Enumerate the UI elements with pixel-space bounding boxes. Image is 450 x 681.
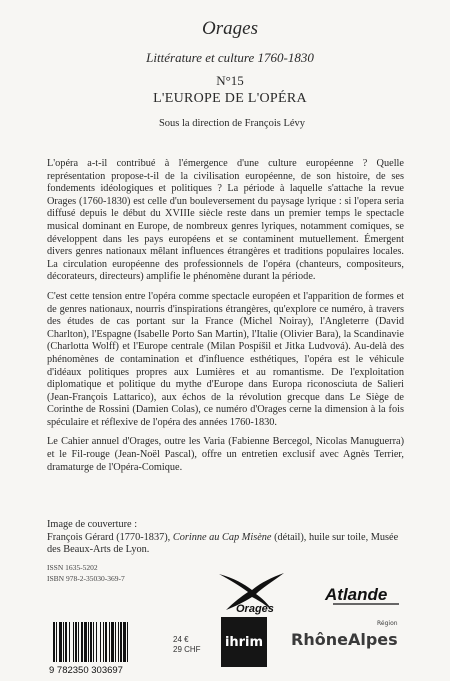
issue-number: N°15 — [216, 73, 244, 88]
caption-label: Image de couverture : — [47, 519, 138, 530]
body-text — [47, 158, 404, 481]
caption-text — [47, 532, 404, 557]
atlande-logo-text: Atlande — [325, 585, 388, 604]
caption-artist: François Gérard (1770-1837), — [47, 531, 173, 543]
issn-number: ISSN 1635-5202 — [47, 563, 98, 572]
orages-logo — [214, 570, 292, 615]
paragraph-3: Le Cahier annuel d'Orages, outre les Varia (Fabienne Bercegol, Nicolas Manuguerra) et le Fil-rouge (Jean-Noël Pascal), offre un entretien exclusif avec Agnès Terrier, dramaturge de l'Opéra-Comique. — [47, 436, 404, 473]
rhone-alpes-region: Région — [377, 620, 398, 627]
barcode — [47, 620, 167, 675]
caption-work: Corinne au Cap Misène — [172, 531, 272, 543]
header — [0, 18, 450, 129]
barcode-digits: 9 782350 303697 — [49, 665, 123, 675]
paragraph-2: C'est cette tension entre l'opéra comme spectacle européen et l'apparition de formes et de genres nationaux, nourris d'inspirations étrangères, qu'explore ce numéro, à travers des études de cas portant sur la France (Michel Noiray), l'Angleterre (David Charlton), l'Espagne (Isabelle Porto San Martin), l'Italie (Olivier Bara), la Scandinavie (Charlotta Wolff) et l'Europe centrale (Milan Pospíšil et Jitka Ludvová). Au-delà des phénomènes de contamination et d'influence esthétiques, l'opéra est le véhicule d'idéaux politiques propres aux Lumières et au romantisme. De l'exploitation diplomatique et politique du mythe d'Europe dans Europa riconosciuta de Salieri (Jean-François Lattarico), aux échos de la révolution grecque dans Le Siège de Corinthe de Rossini (Damien Colas), ce numéro d'Orages cerne la dimension à la fois spéculaire et réflexive de l'opéra des années 1760-1830. — [47, 290, 404, 428]
isbn-block — [47, 562, 125, 584]
editor-line: Sous la direction de François Lévy — [158, 118, 306, 129]
atlande-logo — [323, 578, 403, 608]
price — [173, 635, 201, 655]
ihrim-logo — [221, 617, 267, 667]
rhone-alpes-text: RhôneAlpes — [291, 630, 398, 649]
rhone-alpes-logo — [291, 620, 411, 649]
journal-subtitle: Littérature et culture 1760-1830 — [146, 50, 314, 65]
price-chf: 29 CHF — [173, 645, 201, 654]
caption-details: (détail), huile sur toile, Musée des Beaux-Arts de Lyon. — [47, 531, 399, 556]
orages-logo-text: Orages — [236, 603, 274, 615]
journal-title: Orages — [202, 18, 258, 39]
issue-title: L'EUROPE DE L'OPÉRA — [153, 91, 307, 106]
cover-caption — [47, 519, 404, 557]
isbn-number: ISBN 978-2-35030-369-7 — [47, 574, 125, 583]
paragraph-1: L'opéra a-t-il contribué à l'émergence d'une culture européenne ? Quelle représentation propose-t-il de la civilisation européenne, de son histoire, de ses fondements idéologiques et politiques ? La période à laquelle s'attache la revue Orages (1760-1830) est celle d'un bouleversement du paysage lyrique : si l'opera seria diffusé depuis le début du XVIIIe siècle reste dans un premier temps le spectacle musical dominant en Europe, de nombreux genres lyriques, notamment comiques, se développent dans les pays européens et se contaminent mutuellement. Émergent divers genres nationaux mêlant influences étrangères et traditions populaires locales. La circulation européenne des professionnels de l'opéra (chanteurs, compositeurs, décorateurs, directeurs) amplifie le phénomène durant la période. — [47, 158, 404, 283]
price-eur: 24 € — [173, 635, 189, 644]
ihrim-logo-text: ihrim — [224, 634, 264, 650]
